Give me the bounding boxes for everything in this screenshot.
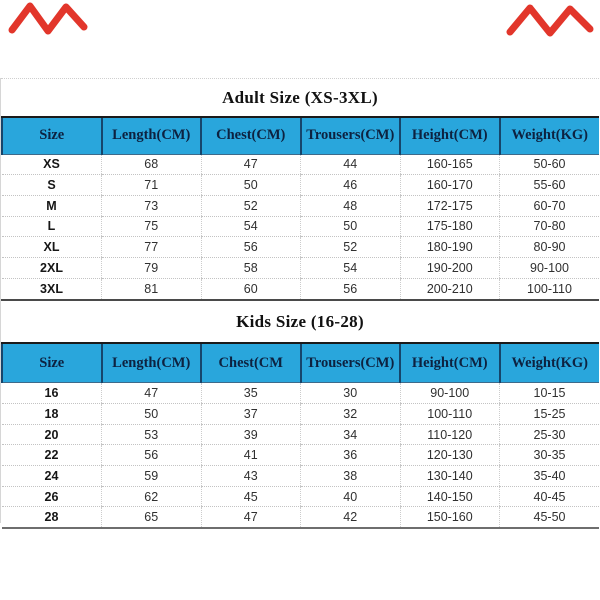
value-cell: 55-60 — [500, 175, 600, 196]
table-row — [2, 154, 599, 175]
value-cell: 30-35 — [500, 445, 600, 466]
size-cell: 20 — [2, 424, 102, 445]
value-cell: 47 — [201, 507, 301, 528]
table-row — [2, 237, 599, 258]
size-cell: 18 — [2, 404, 102, 425]
header-cell: Trousers(CM) — [301, 343, 401, 383]
table-row — [2, 486, 599, 507]
value-cell: 50 — [102, 404, 202, 425]
kids-table-body — [2, 383, 599, 528]
table-row — [2, 278, 599, 299]
value-cell: 45-50 — [500, 507, 600, 528]
value-cell: 73 — [102, 195, 202, 216]
value-cell: 47 — [201, 154, 301, 175]
size-cell: S — [2, 175, 102, 196]
header-cell: Size — [2, 343, 102, 383]
value-cell: 77 — [102, 237, 202, 258]
value-cell: 32 — [301, 404, 401, 425]
value-cell: 180-190 — [400, 237, 500, 258]
size-cell: 28 — [2, 507, 102, 528]
header-cell: Length(CM) — [102, 117, 202, 154]
value-cell: 35 — [201, 383, 301, 404]
value-cell: 60 — [201, 278, 301, 299]
size-cell: 3XL — [2, 278, 102, 299]
header-cell: Weight(KG) — [500, 117, 600, 154]
header-cell: Chest(CM) — [201, 117, 301, 154]
value-cell: 80-90 — [500, 237, 600, 258]
table-row — [2, 445, 599, 466]
header-cell: Chest(CM — [201, 343, 301, 383]
value-cell: 140-150 — [400, 486, 500, 507]
value-cell: 43 — [201, 466, 301, 487]
value-cell: 53 — [102, 424, 202, 445]
value-cell: 58 — [201, 257, 301, 278]
kids-size-table — [1, 342, 599, 529]
adult-table-body — [2, 154, 599, 299]
header-cell: Trousers(CM) — [301, 117, 401, 154]
adult-header-row — [2, 117, 599, 154]
adult-size-title: Adult Size (XS-3XL) — [1, 78, 599, 116]
value-cell: 75 — [102, 216, 202, 237]
value-cell: 110-120 — [400, 424, 500, 445]
value-cell: 25-30 — [500, 424, 600, 445]
value-cell: 59 — [102, 466, 202, 487]
value-cell: 172-175 — [400, 195, 500, 216]
value-cell: 50 — [301, 216, 401, 237]
value-cell: 160-165 — [400, 154, 500, 175]
value-cell: 190-200 — [400, 257, 500, 278]
header-cell: Size — [2, 117, 102, 154]
value-cell: 90-100 — [400, 383, 500, 404]
value-cell: 39 — [201, 424, 301, 445]
size-cell: 26 — [2, 486, 102, 507]
adult-table-header — [2, 117, 599, 154]
value-cell: 47 — [102, 383, 202, 404]
value-cell: 35-40 — [500, 466, 600, 487]
value-cell: 38 — [301, 466, 401, 487]
kids-header-row — [2, 343, 599, 383]
size-cell: 22 — [2, 445, 102, 466]
value-cell: 48 — [301, 195, 401, 216]
value-cell: 68 — [102, 154, 202, 175]
red-scribble-top-right-icon — [504, 0, 596, 40]
value-cell: 56 — [201, 237, 301, 258]
header-cell: Length(CM) — [102, 343, 202, 383]
value-cell: 54 — [201, 216, 301, 237]
table-row — [2, 175, 599, 196]
size-cell: 24 — [2, 466, 102, 487]
value-cell: 100-110 — [500, 278, 600, 299]
table-row — [2, 507, 599, 528]
value-cell: 120-130 — [400, 445, 500, 466]
value-cell: 90-100 — [500, 257, 600, 278]
size-cell: XS — [2, 154, 102, 175]
header-cell: Height(CM) — [400, 343, 500, 383]
value-cell: 56 — [301, 278, 401, 299]
table-row — [2, 383, 599, 404]
red-scribble-top-left-icon — [6, 0, 90, 38]
value-cell: 65 — [102, 507, 202, 528]
value-cell: 52 — [201, 195, 301, 216]
value-cell: 46 — [301, 175, 401, 196]
value-cell: 34 — [301, 424, 401, 445]
value-cell: 40-45 — [500, 486, 600, 507]
value-cell: 100-110 — [400, 404, 500, 425]
value-cell: 52 — [301, 237, 401, 258]
value-cell: 30 — [301, 383, 401, 404]
size-cell: L — [2, 216, 102, 237]
size-cell: 2XL — [2, 257, 102, 278]
kids-table-header — [2, 343, 599, 383]
table-row — [2, 216, 599, 237]
value-cell: 42 — [301, 507, 401, 528]
value-cell: 60-70 — [500, 195, 600, 216]
adult-size-table — [1, 116, 599, 299]
value-cell: 37 — [201, 404, 301, 425]
value-cell: 70-80 — [500, 216, 600, 237]
header-cell: Weight(KG) — [500, 343, 600, 383]
value-cell: 44 — [301, 154, 401, 175]
table-row — [2, 195, 599, 216]
table-row — [2, 466, 599, 487]
value-cell: 160-170 — [400, 175, 500, 196]
value-cell: 40 — [301, 486, 401, 507]
value-cell: 175-180 — [400, 216, 500, 237]
value-cell: 79 — [102, 257, 202, 278]
value-cell: 130-140 — [400, 466, 500, 487]
value-cell: 10-15 — [500, 383, 600, 404]
value-cell: 50-60 — [500, 154, 600, 175]
value-cell: 81 — [102, 278, 202, 299]
table-row — [2, 424, 599, 445]
size-chart — [0, 78, 599, 523]
table-row — [2, 404, 599, 425]
size-cell: XL — [2, 237, 102, 258]
value-cell: 50 — [201, 175, 301, 196]
value-cell: 45 — [201, 486, 301, 507]
value-cell: 41 — [201, 445, 301, 466]
value-cell: 56 — [102, 445, 202, 466]
value-cell: 54 — [301, 257, 401, 278]
size-cell: 16 — [2, 383, 102, 404]
value-cell: 36 — [301, 445, 401, 466]
header-cell: Height(CM) — [400, 117, 500, 154]
value-cell: 62 — [102, 486, 202, 507]
value-cell: 71 — [102, 175, 202, 196]
value-cell: 150-160 — [400, 507, 500, 528]
table-row — [2, 257, 599, 278]
size-cell: M — [2, 195, 102, 216]
value-cell: 15-25 — [500, 404, 600, 425]
value-cell: 200-210 — [400, 278, 500, 299]
kids-size-title: Kids Size (16-28) — [1, 299, 599, 342]
